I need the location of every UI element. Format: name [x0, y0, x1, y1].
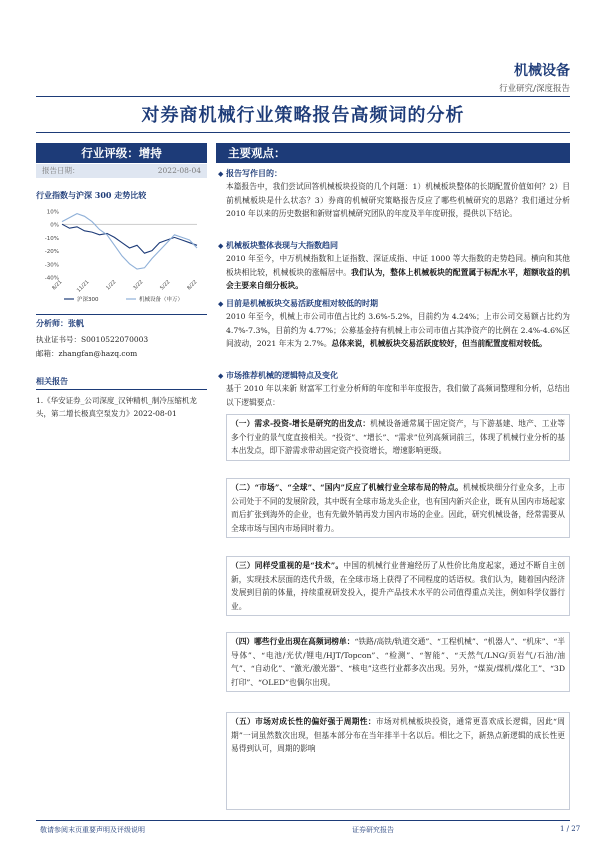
title-divider: [36, 132, 570, 133]
section-2-text: 2010 年至今，中万机械指数和上证指数、深证成指、中证 1000 等大指数的走势趋同。横向和其他板块相比较，机械板块的涨幅居中。我们认为，整体上机械板块的配置属于标配水平，超额收益的机会主要来自细分板块。: [226, 254, 570, 291]
rating-label: 行业评级：: [81, 146, 139, 160]
email-label: 邮箱：: [36, 349, 59, 358]
related-item[interactable]: 1.《华安证券_公司深度_汉钟精机_制冷压缩机龙头，第二增长极真空泵发力》2022-08-01: [36, 396, 197, 418]
rating-bar: [36, 143, 207, 163]
legend-label: 机械设备（申万）: [139, 297, 184, 303]
point-4-box: （四）哪些行业出现在高频词榜单：“铁路/高铁/轨道交通”、“工程机械”、“机器人”、“机床”、“半导体”、“电池/光伏/锂电/HJT/Topcon”、“检测”、“智能”、“天然气/LNG/页岩气/石油/油气”、“自动化”、“激光/激光器”、“核电”这些行业都多次出现。另外，“煤炭/煤机/煤化工”、“3D 打印”、“OLED”也偶尔出现。: [226, 632, 570, 692]
legend-label: 沪深300: [77, 297, 99, 303]
sector-label: 机械设备: [514, 63, 570, 79]
x-tick-label: 3/22: [132, 279, 145, 292]
y-tick-label: 10%: [46, 209, 59, 216]
report-title: 对券商机械行业策略报告高频词的分析: [141, 105, 465, 126]
header-divider: [36, 96, 570, 97]
chart-title: 行业指数与沪深 300 走势比较: [36, 190, 147, 200]
x-tick-label: 1/22: [105, 279, 118, 292]
footer-disclaimer[interactable]: 敬请参阅末页重要声明及评级说明: [40, 826, 145, 834]
analyst-name: 张帆: [68, 318, 84, 328]
date-label: 报告日期：: [42, 166, 80, 175]
y-tick-label: -10%: [44, 235, 59, 242]
y-tick-label: -30%: [44, 262, 59, 269]
bullet-icon: ◆: [218, 169, 224, 178]
section-1-title: ◆ 报告写作目的：: [218, 168, 282, 178]
x-tick-label: 8/22: [186, 279, 199, 292]
related-title: 相关报告: [36, 376, 68, 386]
report-type-label: 行业研究/深度报告: [499, 84, 570, 94]
point-1-box: （一）需求-投资-增长是研究的出发点：机械设备通常属于固定资产，与下游基建、地产、工业等多个行业的景气度直接相关。“投资”、“增长”、“需求”位列高频词前三，体现了机械行业分析的基本出发点，即下游需求带动固定资产投资增长，增速影响更级。: [226, 414, 570, 461]
point-3-box: （三）同样受重视的是“技术”。中国的机械行业普遍经历了从性价比角度起家，通过不断自主创新，实现技术层面的迭代升级，在全球市场上获得了不同程度的话语权。我们认为，随着国内经济发展到目前的体量，持续重视研发投入，提升产品技术水平的公司值得重点关注，例如科学仪器行业。: [226, 556, 570, 616]
series-line-2: [62, 214, 197, 270]
bullet-icon: ◆: [218, 241, 224, 250]
bullet-icon: ◆: [218, 299, 224, 308]
point-5-box: （五）市场对成长性的偏好强于周期性：市场对机械板块投资，通常更喜欢成长逻辑，因此“周期”一词虽然数次出现，但基本部分布在当年排半十名以后。相比之下，新热点新逻辑的成长性更易得到认可，周期的影响: [226, 712, 570, 810]
analyst-row: [36, 318, 207, 329]
section-1-text: 本篇报告中，我们尝试回答机械板块投资的几个问题：1）机械板块整体的长期配置价值如何？2）目前机械板块是什么状态？3）券商的机械研究策略报告反应了哪些机械研究的思路？我们通过分析 2010 年以来的历史数据和新财富机械研究团队的年度及半年度研报，提供以下结论。: [226, 182, 570, 219]
page-number: 1 / 27: [560, 825, 581, 833]
index-chart: [36, 207, 207, 307]
index-chart-svg: [36, 207, 207, 307]
section-3-text: 2010 年至今，机械上市公司市值占比约 3.6%-5.2%，目前约为 4.24%；上市公司交易额占比约为 4.7%-7.3%，目前约为 4.77%；公募基金持有机械上市公司市值占其净资产的比例在 2.4%-4.6%区间波动，2021 年末为 2.7%。总体来说，机械板块交易活跃度较好，但当前配置度相对较低。: [226, 312, 570, 349]
rating-value: 增持: [138, 146, 162, 160]
footer-divider: [36, 820, 570, 821]
footer-label: 证券研究报告: [352, 826, 394, 834]
email-value[interactable]: zhangfan@hazq.com: [58, 349, 138, 358]
y-tick-label: -40%: [44, 275, 59, 282]
date-bar: [36, 164, 207, 178]
y-tick-label: 0%: [50, 222, 59, 229]
bullet-icon: ◆: [218, 371, 224, 380]
main-heading: 主要观点：: [216, 143, 570, 163]
chart-divider: [36, 314, 207, 315]
section-4-title: ◆ 市场推荐机械的逻辑特点及变化: [218, 370, 338, 380]
x-tick-label: 5/22: [159, 279, 172, 292]
related-divider: [36, 389, 207, 390]
section-3-title: ◆ 目前是机械板块交易活跃度相对较低的时期: [218, 298, 378, 308]
cert-label: 执业证书号：: [36, 335, 81, 344]
point-2-box: （二）“市场”、“全球”、“国内”反应了机械行业全球布局的特点。机械板块细分行业众多，上市公司处于不同的发展阶段，其中既有全球市场龙头企业，也有国内新兴企业，既有从国内市场起家而后扩张到海外的企业，也有先做外销再发力国内市场的企业。因此，研究机械设备，经常需要从全球市场与国内市场同时着力。: [226, 478, 570, 538]
email-row: [36, 348, 211, 359]
series-line-1: [62, 224, 197, 253]
cert-value: S0010522070003: [81, 335, 149, 344]
section-2-title: ◆ 机械板块整体表现与大指数趋同: [218, 240, 338, 250]
cert-row: [36, 334, 211, 345]
date-value: 2022-08-04: [157, 166, 201, 175]
x-tick-label: 11/21: [75, 279, 91, 294]
analyst-label: 分析师：: [36, 318, 68, 328]
section-4-text: 基于 2010 年以来新 财富军工行业分析师的年度和半年度报告，我们做了高频词整理和分析，总结出以下逻辑要点：: [226, 384, 570, 407]
y-tick-label: -20%: [44, 249, 59, 256]
x-tick-label: 8/21: [51, 279, 64, 292]
